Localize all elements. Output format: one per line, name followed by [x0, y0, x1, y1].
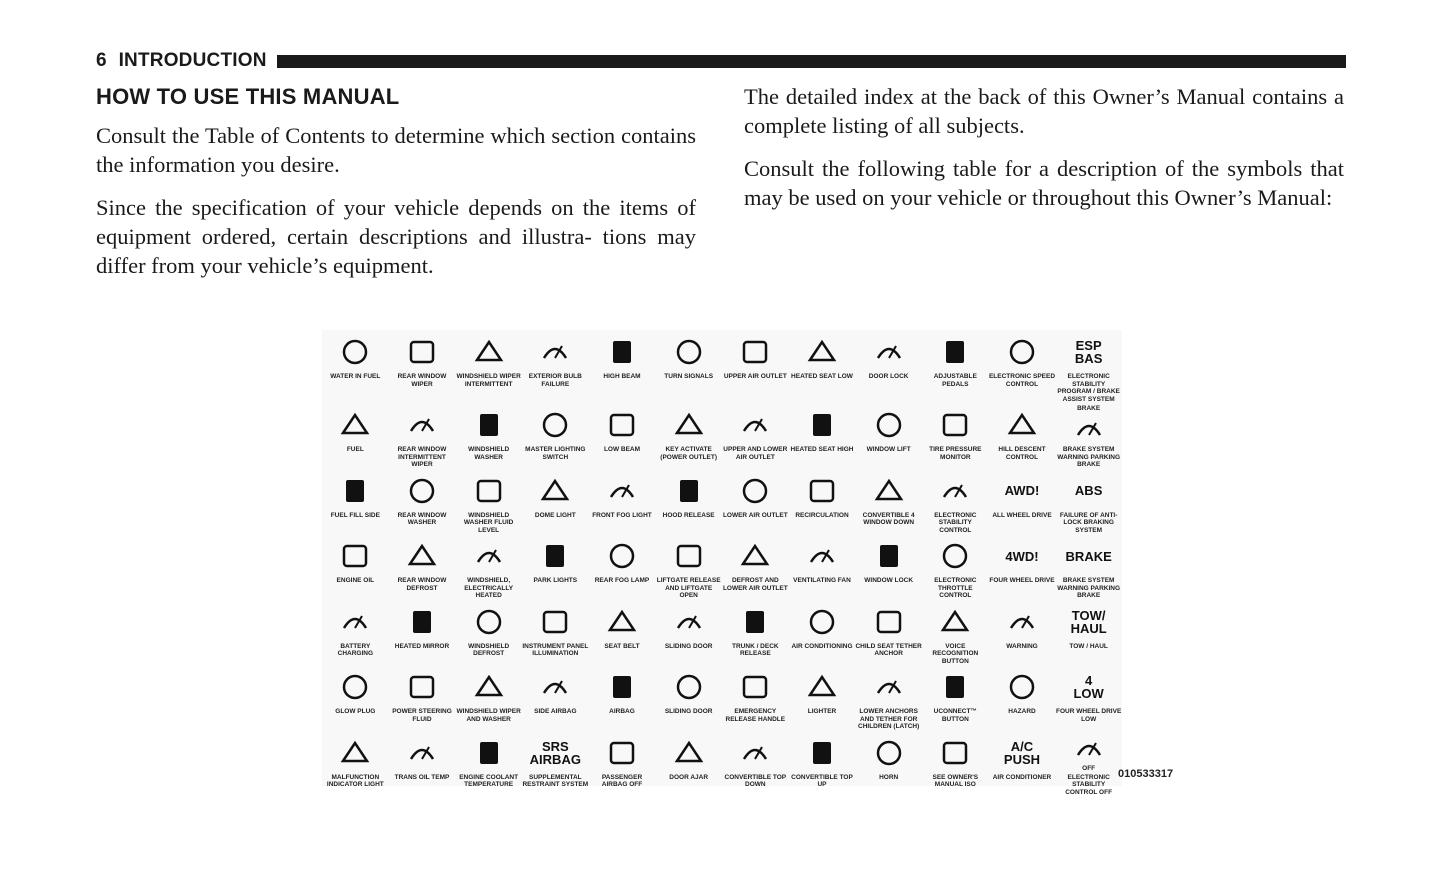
symbol-cell — [789, 731, 856, 797]
symbol-label: MASTER LIGHTING SWITCH — [525, 446, 586, 461]
seat-belt-icon — [602, 604, 642, 640]
symbol-cell — [922, 330, 989, 403]
page-number: 6 — [96, 50, 107, 71]
symbol-cell — [722, 534, 789, 600]
rear-defrost-icon — [402, 538, 442, 574]
symbol-cell — [989, 330, 1056, 403]
symbol-label: LOW BEAM — [603, 446, 641, 453]
figure-reference-code: 010533317 — [1118, 768, 1174, 780]
hazard-icon — [1002, 669, 1042, 705]
ac-icon — [802, 604, 842, 640]
symbol-cell — [789, 330, 856, 403]
symbol-cell — [855, 330, 922, 403]
symbol-text: SRS AIRBAG — [529, 738, 581, 767]
symbol-label: WINDSHIELD WASHER FLUID LEVEL — [463, 511, 514, 534]
symbol-label: POWER STEERING FLUID — [392, 708, 452, 723]
symbol-cell — [655, 330, 722, 403]
symbol-cell — [322, 600, 389, 666]
convertible-up-icon — [802, 735, 842, 771]
symbol-label: AIRBAG — [609, 708, 635, 715]
symbol-label: VENTILATING FAN — [793, 577, 851, 584]
awd-icon — [1002, 473, 1042, 509]
paragraph: The detailed index at the back of this Owner’s Manual contains a complete listing of all subjects. — [744, 84, 1344, 138]
symbol-cell — [389, 403, 456, 469]
symbol-label: HILL DESCENT CONTROL — [998, 446, 1046, 461]
symbol-label: ELECTRONIC STABILITY CONTROL OFF — [1065, 773, 1113, 796]
heated-mirror-icon — [402, 604, 442, 640]
symbol-cell — [722, 469, 789, 535]
symbol-label: UPPER AND LOWER AIR OUTLET — [723, 446, 788, 461]
voice-icon — [935, 604, 975, 640]
symbol-text: ABS — [1074, 483, 1103, 498]
symbol-label: LIFTGATE RELEASE AND LIFTGATE OPEN — [656, 577, 721, 599]
symbol-top-text: BRAKE — [1077, 405, 1101, 413]
symbol-cell — [922, 469, 989, 535]
trans-temp-icon — [402, 735, 442, 771]
symbol-cell — [389, 469, 456, 535]
symbol-cell — [855, 534, 922, 600]
ac-push-icon — [1002, 735, 1042, 771]
fuel-fill-side-icon — [335, 473, 375, 509]
park-lights-icon — [535, 538, 575, 574]
symbol-label: LOWER ANCHORS AND TETHER FOR CHILDREN (LATCH) — [858, 708, 920, 730]
page-header — [96, 50, 1346, 72]
master-lighting-icon — [535, 407, 575, 443]
symbol-cell — [455, 731, 522, 797]
symbol-cell — [655, 665, 722, 731]
esp-bas-icon — [1069, 334, 1109, 370]
symbol-label: FUEL FILL SIDE — [330, 511, 380, 519]
speed-control-icon — [1002, 334, 1042, 370]
symbol-cell — [789, 534, 856, 600]
symbol-label: CONVERTIBLE 4 WINDOW DOWN — [862, 511, 915, 526]
symbol-cell — [855, 600, 922, 666]
symbol-cell — [989, 534, 1056, 600]
symbol-cell — [989, 731, 1056, 797]
window-lift-icon — [869, 407, 909, 443]
horn-icon — [869, 735, 909, 771]
symbol-cell — [855, 469, 922, 535]
symbol-cell — [789, 665, 856, 731]
symbol-label: HORN — [879, 773, 899, 781]
stability-control-icon — [935, 473, 975, 509]
symbol-table — [322, 330, 1122, 796]
symbol-label: HEATED SEAT LOW — [791, 373, 853, 380]
header-rule — [277, 55, 1346, 68]
defrost-lower-icon — [735, 538, 775, 574]
fuel-icon — [335, 407, 375, 443]
symbol-label: PARK LIGHTS — [533, 577, 578, 584]
symbol-cell — [1055, 534, 1122, 600]
symbol-label: FAILURE OF ANTI-LOCK BRAKING SYSTEM — [1059, 511, 1118, 534]
door-lock-icon — [869, 334, 909, 370]
tire-pressure-icon — [935, 407, 975, 443]
symbol-label: SLIDING DOOR — [664, 708, 713, 715]
symbol-cell — [722, 330, 789, 403]
throttle-icon — [935, 538, 975, 574]
section-heading: HOW TO USE THIS MANUAL — [96, 84, 400, 109]
panel-illumination-icon — [535, 604, 575, 640]
hill-descent-icon — [1002, 407, 1042, 443]
symbol-label: CONVERTIBLE TOP DOWN — [724, 773, 787, 788]
symbol-label: BRAKE SYSTEM WARNING PARKING BRAKE — [1057, 577, 1121, 599]
symbol-cell — [722, 665, 789, 731]
symbol-label: SEE OWNER'S MANUAL ISO — [932, 773, 979, 788]
symbol-label: TRANS OIL TEMP — [394, 773, 450, 781]
symbol-cell — [522, 330, 589, 403]
symbol-cell — [455, 665, 522, 731]
wiper-washer-icon — [469, 669, 509, 705]
symbol-text: TOW/ HAUL — [1070, 607, 1107, 636]
symbol-label: CHILD SEAT TETHER ANCHOR — [855, 642, 922, 657]
symbol-label: WARNING — [1006, 642, 1038, 650]
symbol-cell — [989, 600, 1056, 666]
water-in-fuel-icon — [335, 334, 375, 370]
symbol-label: TURN SIGNALS — [664, 373, 714, 380]
symbol-cell — [722, 600, 789, 666]
convertible-window-icon — [869, 473, 909, 509]
symbol-cell — [1055, 403, 1122, 469]
symbol-cell — [322, 330, 389, 403]
recirculation-icon — [802, 473, 842, 509]
lower-air-icon — [735, 473, 775, 509]
steering-fluid-icon — [402, 669, 442, 705]
section-title: INTRODUCTION — [118, 50, 267, 71]
symbol-cell — [655, 731, 722, 797]
symbol-cell — [1055, 665, 1122, 731]
passenger-airbag-off-icon — [602, 735, 642, 771]
symbol-cell — [722, 403, 789, 469]
windshield-washer-icon — [469, 407, 509, 443]
symbol-bottom-text: OFF — [1082, 764, 1096, 772]
symbol-label: DOOR LOCK — [868, 373, 909, 380]
4wd-icon — [1002, 538, 1042, 574]
symbol-cell — [322, 534, 389, 600]
symbol-label: TRUNK / DECK RELEASE — [732, 642, 779, 657]
symbol-cell — [1055, 469, 1122, 535]
symbol-label: UPPER AIR OUTLET — [723, 373, 787, 380]
symbol-cell — [855, 403, 922, 469]
symbol-label: TIRE PRESSURE MONITOR — [929, 446, 982, 461]
symbol-cell — [589, 403, 656, 469]
symbol-cell — [655, 403, 722, 469]
symbol-cell — [655, 469, 722, 535]
symbol-label: RECIRCULATION — [795, 511, 849, 519]
symbol-label: WINDSHIELD WASHER — [468, 446, 510, 461]
symbol-cell — [455, 534, 522, 600]
emergency-release-icon — [735, 669, 775, 705]
symbol-cell — [522, 600, 589, 666]
symbol-label: SIDE AIRBAG — [534, 708, 577, 715]
symbol-label: CONVERTIBLE TOP UP — [791, 773, 853, 788]
key-icon — [669, 407, 709, 443]
symbol-label: DOOR AJAR — [669, 773, 709, 781]
symbol-cell — [389, 330, 456, 403]
symbol-label: LIGHTER — [807, 708, 837, 715]
warning-icon — [1002, 604, 1042, 640]
hood-release-icon — [669, 473, 709, 509]
symbol-label: ELECTRONIC STABILITY PROGRAM / BRAKE ASSIST SYSTEM — [1057, 373, 1120, 403]
symbol-cell — [1055, 731, 1122, 797]
symbol-label: DOME LIGHT — [534, 511, 576, 519]
symbol-cell — [655, 534, 722, 600]
latch-icon — [869, 669, 909, 705]
symbol-cell — [522, 534, 589, 600]
symbol-label: REAR WINDOW INTERMITTENT WIPER — [397, 446, 447, 468]
paragraph: Consult the Table of Contents to determine which section contains the information you desire. — [96, 123, 696, 177]
symbol-cell — [722, 731, 789, 797]
symbol-cell — [589, 665, 656, 731]
tow-haul-icon — [1069, 604, 1109, 640]
symbol-text: 4WD! — [1005, 548, 1039, 564]
symbol-label: ENGINE COOLANT TEMPERATURE — [459, 773, 519, 788]
symbol-cell — [322, 665, 389, 731]
symbol-label: FOUR WHEEL DRIVE — [989, 577, 1055, 584]
brake-text-icon — [1065, 538, 1112, 574]
glow-plug-icon — [335, 669, 375, 705]
symbol-cell — [1055, 330, 1122, 403]
symbol-cell — [855, 731, 922, 797]
sliding-door-icon — [669, 604, 709, 640]
sliding-door-2-icon — [669, 669, 709, 705]
symbol-cell — [589, 534, 656, 600]
convertible-down-icon — [735, 735, 775, 771]
symbol-cell — [455, 403, 522, 469]
symbol-label: ELECTRONIC STABILITY CONTROL — [934, 511, 977, 534]
symbol-cell — [789, 600, 856, 666]
side-airbag-icon — [535, 669, 575, 705]
fan-icon — [802, 538, 842, 574]
symbol-label: GLOW PLUG — [335, 708, 376, 715]
brake-warning-icon — [1069, 407, 1109, 443]
symbol-label: WATER IN FUEL — [330, 373, 381, 380]
esc-off-icon — [1069, 735, 1109, 771]
symbol-label: BATTERY CHARGING — [337, 642, 374, 657]
symbol-text: AWD! — [1004, 483, 1040, 498]
child-seat-icon — [869, 604, 909, 640]
symbol-label: WINDSHIELD WIPER INTERMITTENT — [456, 373, 521, 388]
symbol-cell — [789, 403, 856, 469]
symbol-label: VOICE RECOGNITION BUTTON — [932, 642, 979, 665]
uconnect-icon — [935, 669, 975, 705]
coolant-icon — [469, 735, 509, 771]
trunk-release-icon — [735, 604, 775, 640]
symbol-cell — [589, 600, 656, 666]
symbol-label: AIR CONDITIONING — [791, 642, 853, 650]
symbol-label: WINDSHIELD DEFROST — [468, 642, 510, 657]
high-beam-icon — [602, 334, 642, 370]
symbol-cell — [589, 469, 656, 535]
symbol-label: HIGH BEAM — [603, 373, 641, 380]
symbol-label: REAR FOG LAMP — [594, 577, 650, 584]
symbol-cell — [322, 403, 389, 469]
symbol-grid — [322, 330, 1122, 796]
symbol-label: PASSENGER AIRBAG OFF — [601, 773, 643, 788]
symbol-cell — [655, 600, 722, 666]
heated-seat-high-icon — [802, 407, 842, 443]
symbol-cell — [789, 469, 856, 535]
symbol-label: ENGINE OIL — [336, 577, 375, 584]
low-beam-icon — [602, 407, 642, 443]
symbol-cell — [922, 403, 989, 469]
symbol-label: ELECTRONIC THROTTLE CONTROL — [934, 577, 977, 599]
rear-fog-icon — [602, 538, 642, 574]
lighter-icon — [802, 669, 842, 705]
symbol-cell — [989, 665, 1056, 731]
symbol-cell — [455, 330, 522, 403]
upper-lower-air-icon — [735, 407, 775, 443]
symbol-label: HEATED SEAT HIGH — [790, 446, 854, 453]
symbol-label: HOOD RELEASE — [662, 511, 715, 519]
symbol-cell — [1055, 600, 1122, 666]
paragraph: Since the specification of your vehicle depends on the items of equipment ordered, certain descriptions and illustra- tions may differ from your vehicle’s equipment. — [96, 195, 696, 278]
symbol-label: REAR WINDOW WASHER — [397, 511, 447, 526]
symbol-cell — [455, 469, 522, 535]
manual-icon — [935, 735, 975, 771]
symbol-label: BRAKE SYSTEM WARNING PARKING BRAKE — [1057, 446, 1121, 468]
symbol-cell — [922, 600, 989, 666]
symbol-label: MALFUNCTION INDICATOR LIGHT — [326, 773, 384, 788]
symbol-label: FOUR WHEEL DRIVE LOW — [1056, 708, 1122, 723]
symbol-cell — [589, 731, 656, 797]
engine-oil-icon — [335, 538, 375, 574]
symbol-label: SLIDING DOOR — [664, 642, 713, 650]
symbol-label: WINDOW LIFT — [866, 446, 911, 453]
symbol-label: HAZARD — [1008, 708, 1036, 715]
rear-wiper-icon — [402, 334, 442, 370]
symbol-cell — [989, 403, 1056, 469]
symbol-cell — [455, 600, 522, 666]
symbol-text: A/C PUSH — [1003, 738, 1041, 767]
turn-signals-icon — [669, 334, 709, 370]
symbol-label: WINDOW LOCK — [864, 577, 914, 584]
heated-seat-low-icon — [802, 334, 842, 370]
symbol-cell — [922, 731, 989, 797]
symbol-cell — [522, 403, 589, 469]
symbol-label: KEY ACTIVATE (POWER OUTLET) — [660, 446, 717, 461]
symbol-cell — [522, 665, 589, 731]
windshield-defrost-icon — [469, 604, 509, 640]
symbol-label: TOW / HAUL — [1069, 642, 1108, 650]
symbol-label: SEAT BELT — [604, 642, 640, 650]
symbol-text: BRAKE — [1065, 548, 1112, 564]
symbol-cell — [589, 330, 656, 403]
abs-icon — [1069, 473, 1109, 509]
washer-fluid-icon — [469, 473, 509, 509]
symbol-label: ADJUSTABLE PEDALS — [933, 373, 977, 388]
symbol-cell — [389, 600, 456, 666]
left-column — [96, 82, 696, 294]
symbol-label: UCONNECT™ BUTTON — [933, 708, 977, 723]
symbol-cell — [389, 534, 456, 600]
battery-icon — [335, 604, 375, 640]
symbol-label: REAR WINDOW DEFROST — [397, 577, 447, 592]
paragraph: Consult the following table for a description of the symbols that may be used on your vehicle or throughout this Owner’s Manual: — [744, 156, 1344, 210]
symbol-cell — [322, 731, 389, 797]
check-engine-icon — [335, 735, 375, 771]
symbol-label: EXTERIOR BULB FAILURE — [528, 373, 582, 388]
upper-air-icon — [735, 334, 775, 370]
symbol-cell — [389, 731, 456, 797]
airbag-icon — [602, 669, 642, 705]
symbol-cell — [389, 665, 456, 731]
symbol-text: ESP BAS — [1074, 338, 1103, 366]
right-column — [744, 82, 1344, 226]
symbol-label: REAR WINDOW WIPER — [397, 373, 447, 388]
symbol-label: ELECTRONIC SPEED CONTROL — [988, 373, 1056, 388]
symbol-text: 4 LOW — [1073, 673, 1104, 701]
dome-light-icon — [535, 473, 575, 509]
bulb-failure-icon — [535, 334, 575, 370]
symbol-label: FUEL — [346, 446, 364, 453]
wiper-intermittent-icon — [469, 334, 509, 370]
4low-icon — [1069, 669, 1109, 705]
symbol-label: DEFROST AND LOWER AIR OUTLET — [722, 577, 788, 592]
symbol-label: LOWER AIR OUTLET — [722, 511, 788, 519]
symbol-label: FRONT FOG LIGHT — [592, 511, 652, 519]
symbol-label: EMERGENCY RELEASE HANDLE — [725, 708, 786, 723]
rear-wiper-intermittent-icon — [402, 407, 442, 443]
symbol-cell — [522, 469, 589, 535]
rear-washer-icon — [402, 473, 442, 509]
symbol-label: AIR CONDITIONER — [992, 773, 1052, 781]
symbol-cell — [322, 469, 389, 535]
symbol-cell — [522, 731, 589, 797]
symbol-cell — [922, 534, 989, 600]
symbol-label: INSTRUMENT PANEL ILLUMINATION — [522, 642, 589, 657]
symbol-label: ALL WHEEL DRIVE — [992, 511, 1052, 519]
heated-windshield-icon — [469, 538, 509, 574]
symbol-label: WINDSHIELD, ELECTRICALLY HEATED — [464, 577, 514, 599]
door-ajar-icon — [669, 735, 709, 771]
symbol-label: WINDSHIELD WIPER AND WASHER — [456, 708, 521, 723]
symbol-cell — [855, 665, 922, 731]
symbol-label: HEATED MIRROR — [394, 642, 450, 650]
symbol-cell — [922, 665, 989, 731]
liftgate-icon — [669, 538, 709, 574]
symbol-label: SUPPLEMENTAL RESTRAINT SYSTEM — [522, 773, 589, 788]
pedals-icon — [935, 334, 975, 370]
window-lock-icon — [869, 538, 909, 574]
front-fog-icon — [602, 473, 642, 509]
symbol-cell — [989, 469, 1056, 535]
srs-icon — [529, 735, 581, 771]
